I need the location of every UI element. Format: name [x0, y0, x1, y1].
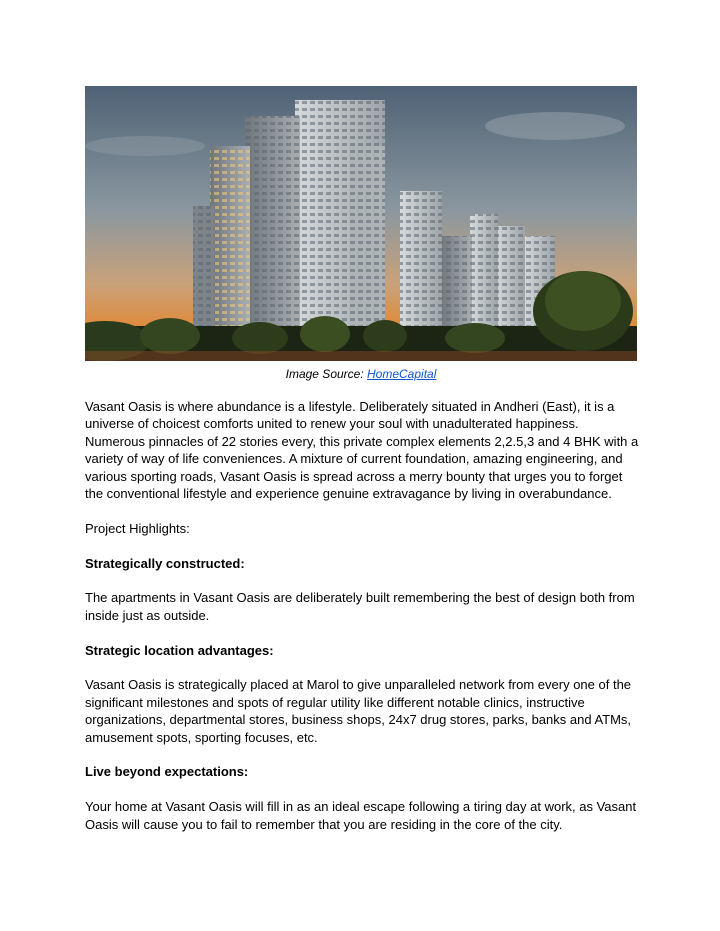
section-heading: Strategically constructed:	[85, 555, 245, 571]
caption-prefix: Image Source:	[285, 367, 367, 381]
highlights-label: Project Highlights:	[85, 520, 190, 536]
building-illustration	[85, 86, 637, 361]
section-paragraph: The apartments in Vasant Oasis are deliberately built remembering the best of design both from inside just as outside.	[85, 590, 635, 623]
section-heading: Live beyond expectations:	[85, 764, 249, 780]
section-heading: Strategic location advantages:	[85, 642, 274, 658]
intro-paragraph: Vasant Oasis is where abundance is a lifestyle. Deliberately situated in Andheri (East), it is a universe of choicest comforts united to renew your soul with unadulterated happiness. Numerous pinnacles of 22 stories every, this private complex elements 2,2.5,3 and 4 BHK with a variety of way of life conveniences. A mixture of current foundation, amazing engineering, and various sporting roads, Vasant Oasis is spread across a merry bounty that urges you to forget the conventional lifestyle and experience genuine extravagance by living in overabundance.	[85, 399, 639, 502]
source-link[interactable]: HomeCapital	[367, 367, 437, 381]
section-paragraph: Your home at Vasant Oasis will fill in as an ideal escape following a tiring day at work, as Vasant Oasis will cause you to fail to remember that you are residing in the core of the city.	[85, 799, 637, 832]
article-body	[85, 398, 641, 850]
section-paragraph: Vasant Oasis is strategically placed at Marol to give unparalleled network from every one of the significant milestones and spots of regular utility like different notable clinics, instructive organizations, departmental stores, business shops, 24x7 drug stores, parks, banks and ATMs, amusement spots, sporting focuses, etc.	[85, 677, 632, 745]
image-caption	[85, 366, 637, 382]
building-photo	[85, 86, 637, 361]
